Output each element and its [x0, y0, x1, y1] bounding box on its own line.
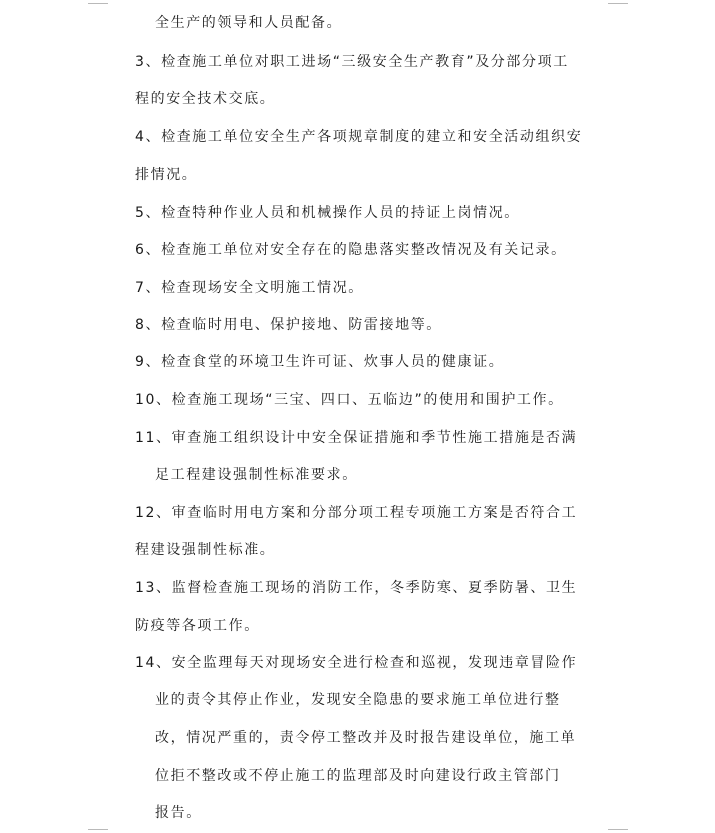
top-left-margin-mark: [88, 3, 108, 4]
top-right-margin-mark: [608, 3, 628, 4]
text-line: 全生产的领导和人员配备。: [155, 15, 343, 31]
bottom-right-margin-mark: [608, 829, 628, 830]
text-line: 报告。: [155, 805, 202, 821]
text-line: 14、安全监理每天对现场安全进行检查和巡视，发现违章冒险作: [135, 655, 578, 671]
text-line: 程的安全技术交底。: [135, 91, 276, 107]
text-line: 12、审查临时用电方案和分部分项工程专项施工方案是否符合工: [135, 505, 578, 521]
text-line: 13、监督检查施工现场的消防工作，冬季防寒、夏季防暑、卫生: [135, 580, 578, 596]
text-line: 排情况。: [135, 167, 198, 183]
text-line: 11、审查施工组织设计中安全保证措施和季节性施工措施是否满: [135, 430, 578, 446]
bottom-left-margin-mark: [88, 829, 108, 830]
text-line: 防疫等各项工作。: [135, 618, 260, 634]
text-line: 位拒不整改或不停止施工的监理部及时向建设行政主管部门: [155, 768, 561, 784]
text-line: 3、检查施工单位对职工进场“三级安全生产教育”及分部分项工: [135, 54, 569, 70]
text-line: 9、检查食堂的环境卫生许可证、炊事人员的健康证。: [135, 354, 505, 370]
text-line: 程建设强制性标准。: [135, 542, 276, 558]
text-line: 足工程建设强制性标准要求。: [155, 467, 358, 483]
text-line: 8、检查临时用电、保护接地、防雷接地等。: [135, 317, 442, 333]
text-line: 10、检查施工现场“三宝、四口、五临边”的使用和围护工作。: [135, 392, 564, 408]
text-line: 5、检查特种作业人员和机械操作人员的持证上岗情况。: [135, 205, 520, 221]
text-line: 6、检查施工单位对安全存在的隐患落实整改情况及有关记录。: [135, 242, 567, 258]
text-line: 4、检查施工单位安全生产各项规章制度的建立和安全活动组织安: [135, 129, 583, 145]
text-line: 业的责令其停止作业，发现安全隐患的要求施工单位进行整: [155, 692, 561, 708]
text-line: 改，情况严重的，责令停工整改并及时报告建设单位，施工单: [155, 730, 577, 746]
text-line: 7、检查现场安全文明施工情况。: [135, 280, 364, 296]
